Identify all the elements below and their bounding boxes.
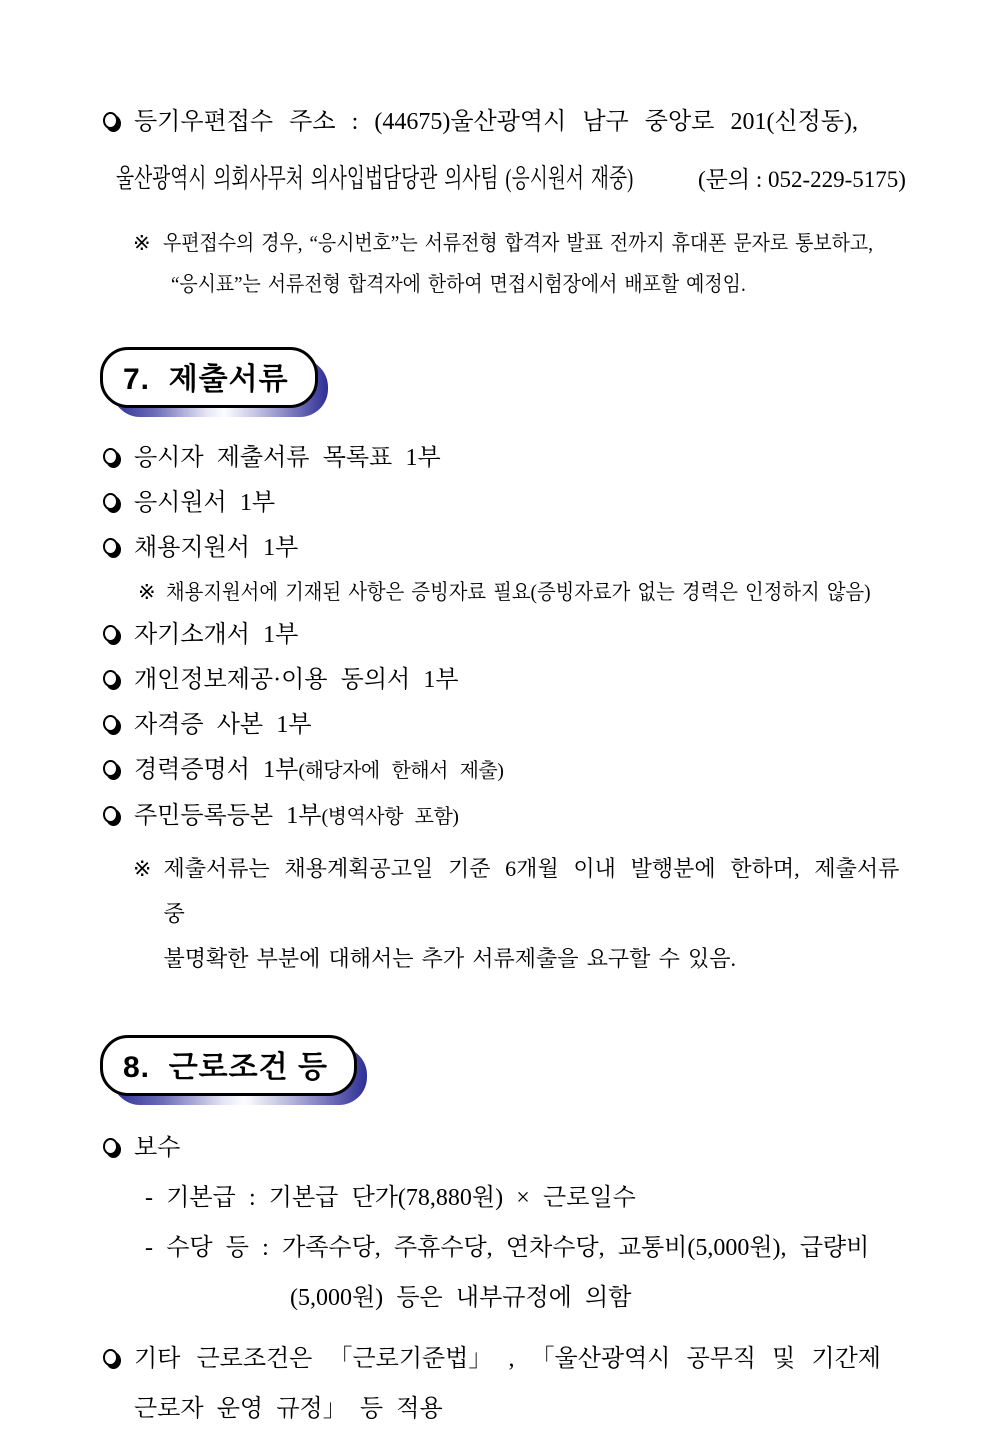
documents-validity-note-line2: 불명확한 부분에 대해서는 추가 서류제출을 요구할 수 있음. [163,946,736,971]
circle-bullet-icon [103,715,118,732]
list-item-pay [100,1132,906,1164]
circle-bullet-icon [103,1138,118,1155]
list-item [100,532,906,564]
pay-base-line: - 기본급 : 기본급 단가(78,880원) × 근로일수 [145,1185,636,1211]
section-7-title: 7. 제출서류 [100,347,318,408]
mail-address-line2-office: 울산광역시 의회사무처 의사입법담당관 의사팀 (응시원서 재중) [116,164,634,193]
working-conditions-block [100,1132,906,1434]
application-form-note [100,577,906,607]
list-item [100,800,906,833]
list-item [100,619,906,651]
reference-mark-icon: ※ [133,856,152,881]
reference-mark-icon: ※ [133,231,151,255]
pay-allowance-line1: - 수당 등 : 가족수당, 주휴수당, 연차수당, 교통비(5,000원), 급량비 [145,1235,870,1261]
doc-item-text: 응시자 제출서류 목록표 1부 [134,445,441,471]
mail-note-line2: “응시표”는 서류전형 합격자에 한하여 면접시험장에서 배포할 예정임. [170,272,746,296]
other-conditions-line2: 근로자 운영 규정」 등 적용 [134,1396,443,1422]
doc-item-text [134,800,906,833]
circle-bullet-icon [103,670,118,687]
mail-address-line2 [116,162,906,197]
circle-bullet-icon [103,448,118,465]
section-8-title: 8. 근로조건 등 [100,1035,357,1096]
doc-item-main: 주민등록등본 1부 [134,803,322,829]
list-item [100,487,906,519]
circle-bullet-icon [103,760,118,777]
doc-item-text: 채용지원서 1부 [134,535,299,561]
circle-bullet-icon [103,493,118,510]
mail-address-line1: 등기우편접수 주소 : (44675)울산광역시 남구 중앙로 201(신정동), [134,109,858,135]
doc-item-suffix: (해당자에 한해서 제출) [298,760,504,782]
submission-documents-list [100,442,906,981]
pay-label: 보수 [134,1135,181,1161]
list-item [100,754,906,787]
section-8-header [100,1035,906,1096]
list-item [100,664,906,696]
pay-allowance-line2: (5,000원) 등은 내부규정에 의함 [290,1285,632,1311]
list-item [100,442,906,474]
documents-validity-note [100,846,906,981]
mail-note [100,223,906,305]
doc-item-suffix: (병역사항 포함) [321,806,459,828]
doc-item-text: 개인정보제공·이용 동의서 1부 [134,667,459,693]
documents-validity-note-line1: 제출서류는 채용계획공고일 기준 6개월 이내 발행분에 한하며, 제출서류 중 [163,856,900,926]
other-conditions-line1: 기타 근로조건은 「근로기준법」 , 「울산광역시 공무직 및 기간제 [134,1346,881,1372]
doc-item-text: 자격증 사본 1부 [134,712,312,738]
list-item [100,709,906,741]
circle-bullet-icon [103,806,118,823]
mail-contact-phone: (문의 : 052-229-5175) [698,167,906,192]
doc-item-text: 자기소개서 1부 [134,622,299,648]
circle-bullet-icon [103,112,118,129]
doc-item-text: 응시원서 1부 [134,490,276,516]
list-item-mail-address [100,106,906,197]
doc-item-text [134,754,906,787]
circle-bullet-icon [103,1349,118,1366]
list-item-other-conditions [100,1334,906,1434]
application-form-note-text: 채용지원서에 기재된 사항은 증빙자료 필요(증빙자료가 없는 경력은 인정하지 않음) [165,580,871,604]
reference-mark-icon: ※ [138,580,156,604]
circle-bullet-icon [103,538,118,555]
mail-note-line1: 우편접수의 경우, “응시번호”는 서류전형 합격자 발표 전까지 휴대폰 문자로 통보하고, [162,231,873,255]
doc-item-main: 경력증명서 1부 [134,757,299,783]
section-7-header [100,347,906,408]
circle-bullet-icon [103,625,118,642]
